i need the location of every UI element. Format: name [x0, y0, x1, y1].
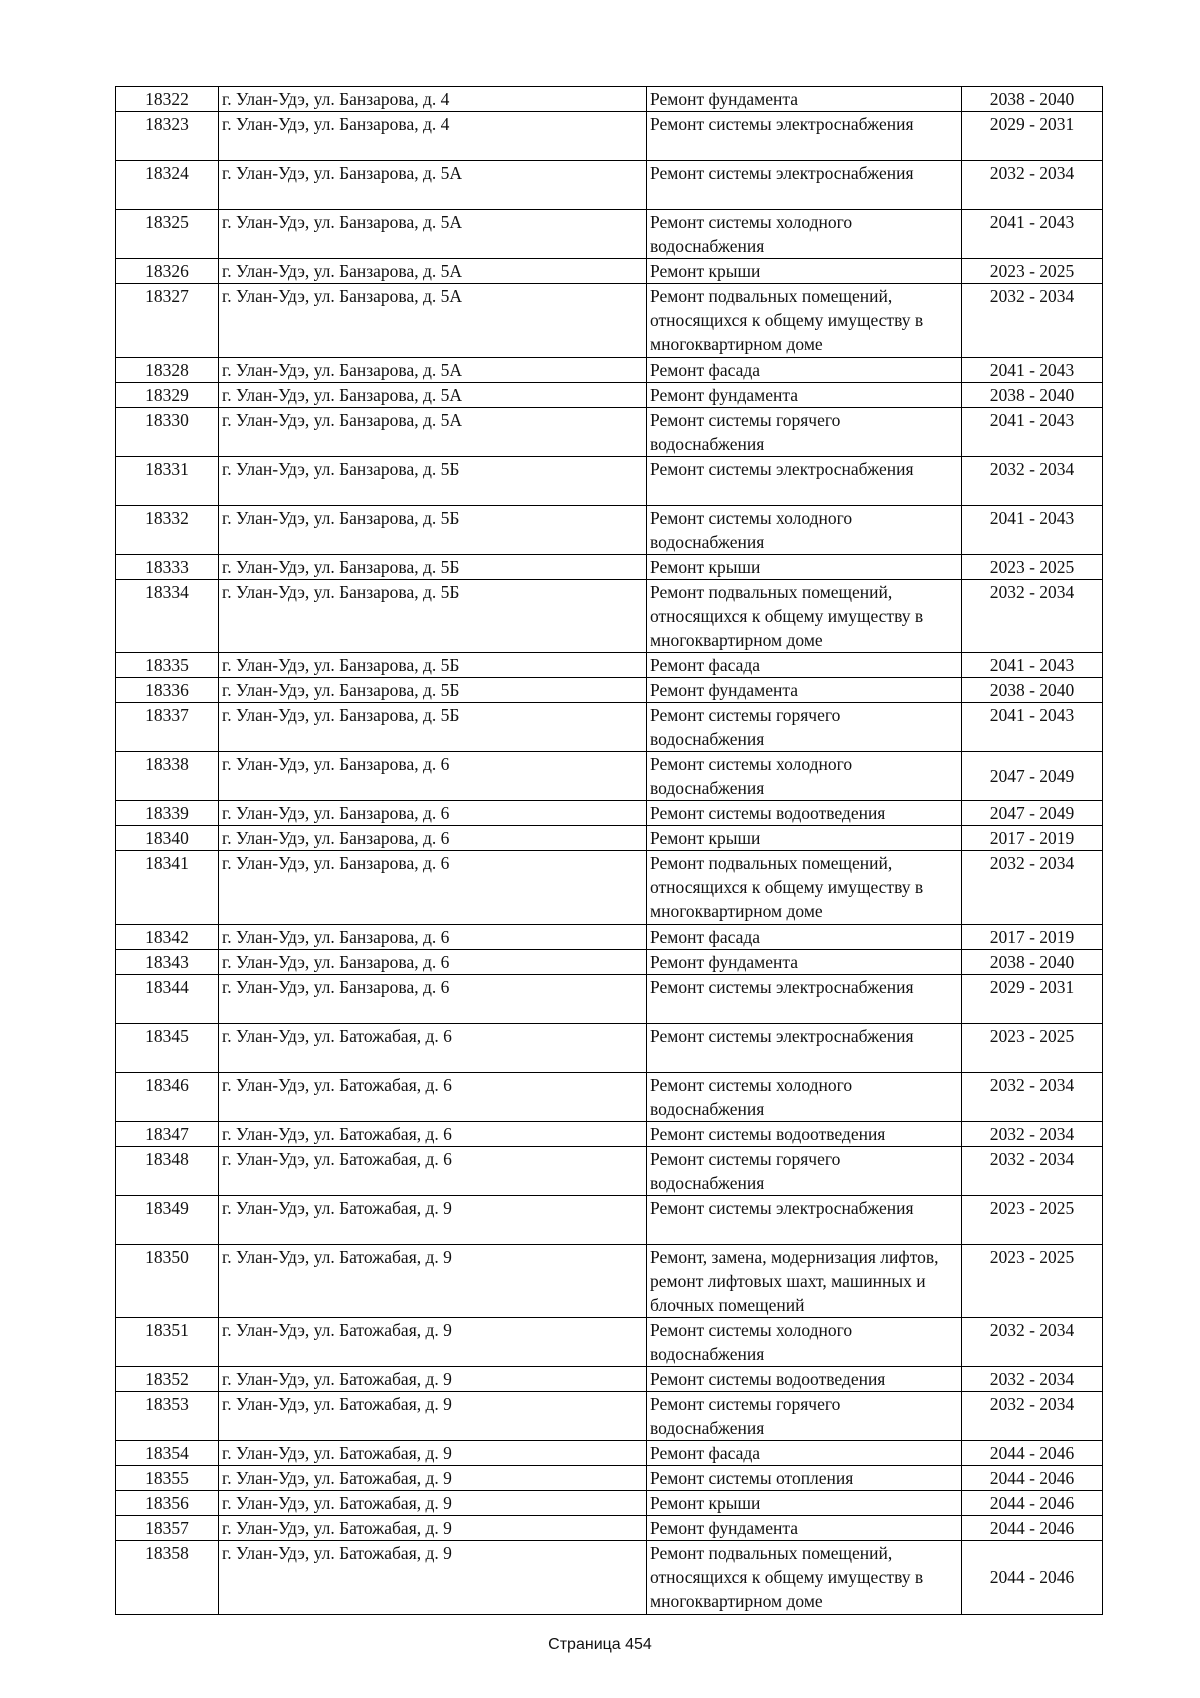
row-work-type: Ремонт крыши [647, 259, 962, 284]
row-work-type: Ремонт системы водоотведения [647, 1121, 962, 1146]
row-number: 18352 [116, 1367, 219, 1392]
row-number: 18330 [116, 407, 219, 456]
row-work-type: Ремонт крыши [647, 554, 962, 579]
row-work-type: Ремонт фундамента [647, 87, 962, 112]
row-number: 18340 [116, 826, 219, 851]
table-row [116, 1244, 1103, 1318]
table-row [116, 1195, 1103, 1244]
row-period: 2041 - 2043 [962, 210, 1103, 259]
row-period: 2047 - 2049 [962, 752, 1103, 801]
table-row [116, 554, 1103, 579]
row-address: г. Улан-Удэ, ул. Банзарова, д. 6 [219, 801, 647, 826]
table-row [116, 1146, 1103, 1195]
table-row [116, 1392, 1103, 1441]
row-period: 2032 - 2034 [962, 161, 1103, 210]
row-number: 18351 [116, 1318, 219, 1367]
row-work-type: Ремонт системы горячего водоснабжения [647, 1392, 962, 1441]
row-period: 2023 - 2025 [962, 1244, 1103, 1318]
row-work-type: Ремонт системы отопления [647, 1466, 962, 1491]
table-row [116, 678, 1103, 703]
row-period: 2038 - 2040 [962, 87, 1103, 112]
row-number: 18322 [116, 87, 219, 112]
row-work-type: Ремонт системы холодного водоснабжения [647, 1318, 962, 1367]
row-address: г. Улан-Удэ, ул. Батожабая, д. 9 [219, 1441, 647, 1466]
table-row [116, 161, 1103, 210]
row-number: 18349 [116, 1195, 219, 1244]
row-address: г. Улан-Удэ, ул. Батожабая, д. 9 [219, 1244, 647, 1318]
row-work-type: Ремонт крыши [647, 826, 962, 851]
row-period: 2023 - 2025 [962, 1195, 1103, 1244]
row-number: 18346 [116, 1072, 219, 1121]
table-row [116, 87, 1103, 112]
row-period: 2041 - 2043 [962, 357, 1103, 382]
row-address: г. Улан-Удэ, ул. Банзарова, д. 5А [219, 382, 647, 407]
table-row [116, 974, 1103, 1023]
repair-schedule-table [115, 86, 1103, 1615]
table-row [116, 505, 1103, 554]
row-address: г. Улан-Удэ, ул. Банзарова, д. 4 [219, 87, 647, 112]
row-number: 18341 [116, 851, 219, 925]
row-number: 18355 [116, 1466, 219, 1491]
row-work-type: Ремонт системы электроснабжения [647, 161, 962, 210]
row-address: г. Улан-Удэ, ул. Банзарова, д. 5Б [219, 653, 647, 678]
table-row [116, 1541, 1103, 1615]
table-row [116, 1318, 1103, 1367]
row-work-type: Ремонт системы электроснабжения [647, 974, 962, 1023]
table-row [116, 112, 1103, 161]
table-row [116, 949, 1103, 974]
row-number: 18329 [116, 382, 219, 407]
table-row [116, 579, 1103, 653]
row-period: 2017 - 2019 [962, 826, 1103, 851]
row-address: г. Улан-Удэ, ул. Батожабая, д. 6 [219, 1072, 647, 1121]
row-period: 2032 - 2034 [962, 1318, 1103, 1367]
row-period: 2041 - 2043 [962, 407, 1103, 456]
row-address: г. Улан-Удэ, ул. Батожабая, д. 9 [219, 1541, 647, 1615]
row-number: 18323 [116, 112, 219, 161]
row-address: г. Улан-Удэ, ул. Банзарова, д. 5Б [219, 678, 647, 703]
table-row [116, 1072, 1103, 1121]
row-address: г. Улан-Удэ, ул. Банзарова, д. 5Б [219, 703, 647, 752]
row-number: 18331 [116, 456, 219, 505]
row-work-type: Ремонт фундамента [647, 382, 962, 407]
row-number: 18336 [116, 678, 219, 703]
row-number: 18325 [116, 210, 219, 259]
row-period: 2032 - 2034 [962, 851, 1103, 925]
row-address: г. Улан-Удэ, ул. Банзарова, д. 5А [219, 284, 647, 358]
row-address: г. Улан-Удэ, ул. Банзарова, д. 5А [219, 357, 647, 382]
table-row [116, 1441, 1103, 1466]
row-work-type: Ремонт системы холодного водоснабжения [647, 210, 962, 259]
row-work-type: Ремонт системы холодного водоснабжения [647, 1072, 962, 1121]
table-row [116, 456, 1103, 505]
table-row [116, 1023, 1103, 1072]
table-row [116, 653, 1103, 678]
row-work-type: Ремонт подвальных помещений, относящихся к общему имуществу в многоквартирном доме [647, 284, 962, 358]
row-period: 2041 - 2043 [962, 703, 1103, 752]
row-period: 2044 - 2046 [962, 1491, 1103, 1516]
row-address: г. Улан-Удэ, ул. Банзарова, д. 5Б [219, 456, 647, 505]
row-address: г. Улан-Удэ, ул. Банзарова, д. 5А [219, 407, 647, 456]
row-address: г. Улан-Удэ, ул. Банзарова, д. 5Б [219, 579, 647, 653]
table-body [116, 87, 1103, 1615]
row-work-type: Ремонт системы горячего водоснабжения [647, 1146, 962, 1195]
row-work-type: Ремонт фундамента [647, 949, 962, 974]
row-address: г. Улан-Удэ, ул. Банзарова, д. 6 [219, 949, 647, 974]
row-period: 2032 - 2034 [962, 1072, 1103, 1121]
table-row [116, 259, 1103, 284]
row-period: 2029 - 2031 [962, 974, 1103, 1023]
row-number: 18358 [116, 1541, 219, 1615]
table-row [116, 357, 1103, 382]
row-number: 18354 [116, 1441, 219, 1466]
row-number: 18337 [116, 703, 219, 752]
row-period: 2023 - 2025 [962, 554, 1103, 579]
row-period: 2023 - 2025 [962, 259, 1103, 284]
row-period: 2038 - 2040 [962, 382, 1103, 407]
table-row [116, 826, 1103, 851]
row-work-type: Ремонт крыши [647, 1491, 962, 1516]
row-period: 2032 - 2034 [962, 456, 1103, 505]
row-work-type: Ремонт системы электроснабжения [647, 1023, 962, 1072]
row-number: 18339 [116, 801, 219, 826]
row-period: 2041 - 2043 [962, 653, 1103, 678]
table-row [116, 801, 1103, 826]
row-work-type: Ремонт системы электроснабжения [647, 456, 962, 505]
row-work-type: Ремонт системы водоотведения [647, 801, 962, 826]
table-row [116, 1516, 1103, 1541]
row-address: г. Улан-Удэ, ул. Банзарова, д. 6 [219, 974, 647, 1023]
row-period: 2044 - 2046 [962, 1466, 1103, 1491]
row-work-type: Ремонт фасада [647, 357, 962, 382]
row-address: г. Улан-Удэ, ул. Батожабая, д. 9 [219, 1318, 647, 1367]
row-work-type: Ремонт системы водоотведения [647, 1367, 962, 1392]
row-period: 2044 - 2046 [962, 1516, 1103, 1541]
row-work-type: Ремонт фасада [647, 653, 962, 678]
row-work-type: Ремонт системы электроснабжения [647, 112, 962, 161]
row-address: г. Улан-Удэ, ул. Батожабая, д. 9 [219, 1392, 647, 1441]
row-period: 2038 - 2040 [962, 949, 1103, 974]
row-work-type: Ремонт фасада [647, 924, 962, 949]
row-period: 2023 - 2025 [962, 1023, 1103, 1072]
row-address: г. Улан-Удэ, ул. Батожабая, д. 9 [219, 1491, 647, 1516]
table-row [116, 210, 1103, 259]
row-number: 18338 [116, 752, 219, 801]
row-period: 2041 - 2043 [962, 505, 1103, 554]
row-number: 18345 [116, 1023, 219, 1072]
row-work-type: Ремонт подвальных помещений, относящихся к общему имуществу в многоквартирном доме [647, 579, 962, 653]
row-work-type: Ремонт системы электроснабжения [647, 1195, 962, 1244]
row-number: 18326 [116, 259, 219, 284]
page-number: Страница 454 [548, 1636, 652, 1653]
row-work-type: Ремонт, замена, модернизация лифтов, ремонт лифтовых шахт, машинных и блочных помещений [647, 1244, 962, 1318]
row-address: г. Улан-Удэ, ул. Батожабая, д. 6 [219, 1023, 647, 1072]
row-period: 2032 - 2034 [962, 1121, 1103, 1146]
row-address: г. Улан-Удэ, ул. Банзарова, д. 5А [219, 161, 647, 210]
row-work-type: Ремонт системы горячего водоснабжения [647, 407, 962, 456]
row-address: г. Улан-Удэ, ул. Батожабая, д. 9 [219, 1367, 647, 1392]
row-address: г. Улан-Удэ, ул. Банзарова, д. 5А [219, 210, 647, 259]
row-number: 18350 [116, 1244, 219, 1318]
table-row [116, 703, 1103, 752]
table-row [116, 407, 1103, 456]
table-row [116, 851, 1103, 925]
row-period: 2029 - 2031 [962, 112, 1103, 161]
table-row [116, 924, 1103, 949]
table-row [116, 1491, 1103, 1516]
row-period: 2044 - 2046 [962, 1441, 1103, 1466]
table-row [116, 752, 1103, 801]
row-work-type: Ремонт фундамента [647, 678, 962, 703]
row-number: 18333 [116, 554, 219, 579]
row-address: г. Улан-Удэ, ул. Батожабая, д. 9 [219, 1195, 647, 1244]
row-number: 18353 [116, 1392, 219, 1441]
row-number: 18343 [116, 949, 219, 974]
row-address: г. Улан-Удэ, ул. Батожабая, д. 9 [219, 1466, 647, 1491]
row-number: 18348 [116, 1146, 219, 1195]
row-number: 18324 [116, 161, 219, 210]
row-address: г. Улан-Удэ, ул. Батожабая, д. 6 [219, 1121, 647, 1146]
row-period: 2017 - 2019 [962, 924, 1103, 949]
row-work-type: Ремонт подвальных помещений, относящихся к общему имуществу в многоквартирном доме [647, 1541, 962, 1615]
row-period: 2032 - 2034 [962, 284, 1103, 358]
row-work-type: Ремонт фундамента [647, 1516, 962, 1541]
row-number: 18347 [116, 1121, 219, 1146]
row-period: 2047 - 2049 [962, 801, 1103, 826]
row-work-type: Ремонт системы холодного водоснабжения [647, 505, 962, 554]
row-work-type: Ремонт подвальных помещений, относящихся к общему имуществу в многоквартирном доме [647, 851, 962, 925]
row-number: 18335 [116, 653, 219, 678]
table-row [116, 1367, 1103, 1392]
row-address: г. Улан-Удэ, ул. Банзарова, д. 4 [219, 112, 647, 161]
row-number: 18342 [116, 924, 219, 949]
row-period: 2032 - 2034 [962, 1146, 1103, 1195]
table-row [116, 284, 1103, 358]
table-row [116, 1121, 1103, 1146]
table-row [116, 382, 1103, 407]
row-address: г. Улан-Удэ, ул. Батожабая, д. 9 [219, 1516, 647, 1541]
row-period: 2044 - 2046 [962, 1541, 1103, 1615]
row-address: г. Улан-Удэ, ул. Банзарова, д. 6 [219, 924, 647, 949]
row-number: 18332 [116, 505, 219, 554]
row-period: 2038 - 2040 [962, 678, 1103, 703]
row-number: 18356 [116, 1491, 219, 1516]
row-address: г. Улан-Удэ, ул. Банзарова, д. 6 [219, 851, 647, 925]
row-work-type: Ремонт системы горячего водоснабжения [647, 703, 962, 752]
row-number: 18327 [116, 284, 219, 358]
row-period: 2032 - 2034 [962, 1392, 1103, 1441]
row-address: г. Улан-Удэ, ул. Банзарова, д. 5А [219, 259, 647, 284]
row-number: 18344 [116, 974, 219, 1023]
row-work-type: Ремонт системы холодного водоснабжения [647, 752, 962, 801]
row-address: г. Улан-Удэ, ул. Банзарова, д. 6 [219, 826, 647, 851]
row-address: г. Улан-Удэ, ул. Банзарова, д. 5Б [219, 554, 647, 579]
row-work-type: Ремонт фасада [647, 1441, 962, 1466]
row-number: 18357 [116, 1516, 219, 1541]
row-period: 2032 - 2034 [962, 579, 1103, 653]
table-row [116, 1466, 1103, 1491]
row-number: 18334 [116, 579, 219, 653]
row-period: 2032 - 2034 [962, 1367, 1103, 1392]
row-address: г. Улан-Удэ, ул. Банзарова, д. 5Б [219, 505, 647, 554]
row-number: 18328 [116, 357, 219, 382]
row-address: г. Улан-Удэ, ул. Банзарова, д. 6 [219, 752, 647, 801]
row-address: г. Улан-Удэ, ул. Батожабая, д. 6 [219, 1146, 647, 1195]
